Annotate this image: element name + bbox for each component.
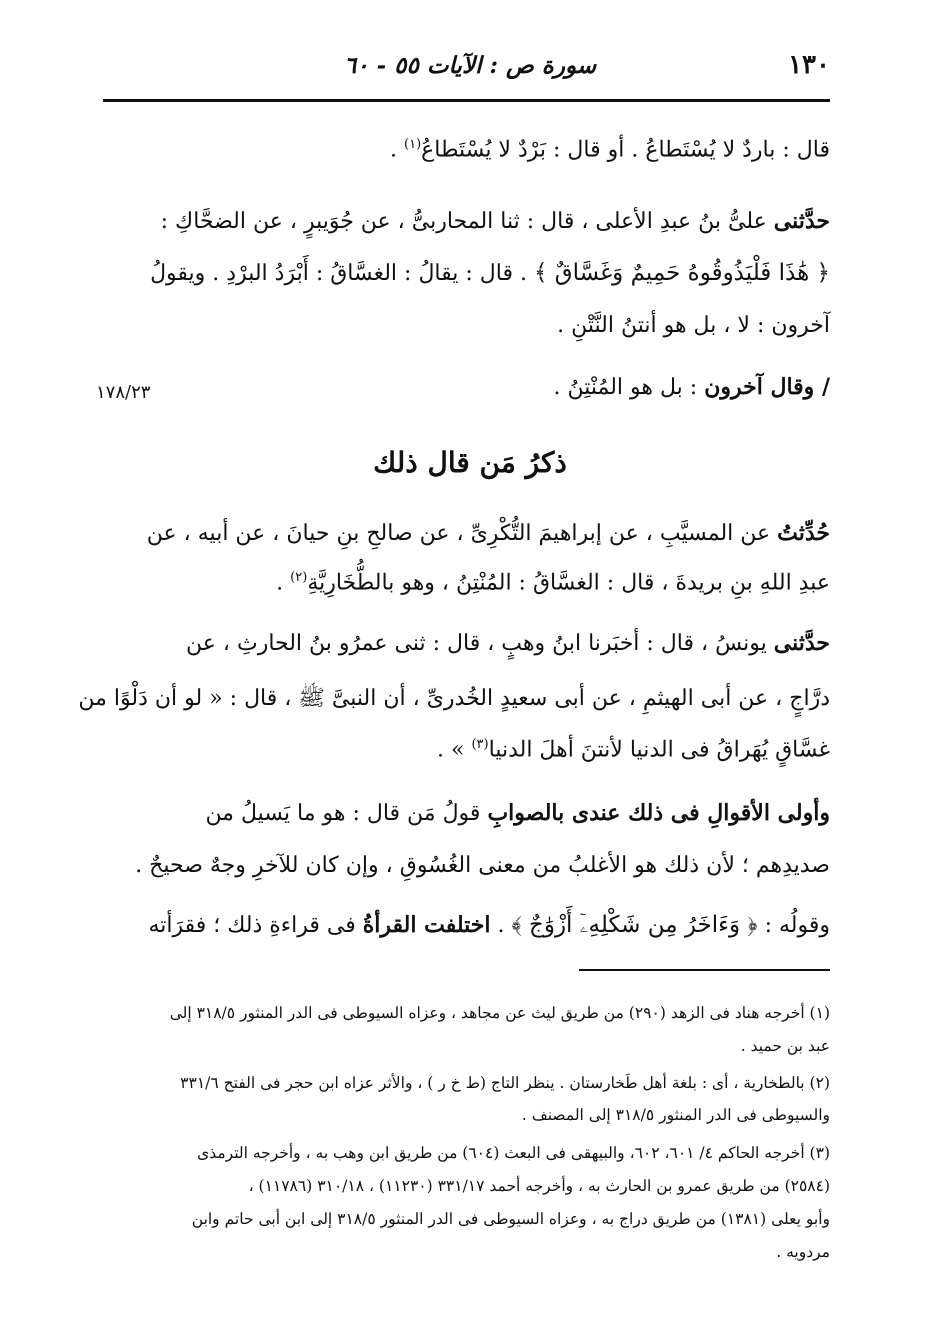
text: : بل هو المُنْتِنُ . [553, 375, 705, 400]
text: . [490, 913, 512, 938]
text: عبدِ اللهِ بنِ بريدةَ ، قال : الغسَّاقُ : المُنْتِنُ ، وهو بالطُّخَارِيَّةِ [307, 570, 830, 596]
text: . قال : يقالُ : الغسَّاقُ : أَبْرَدُ البرْدِ . ويقولُ [150, 261, 534, 286]
body-line-13 [110, 912, 830, 938]
text: . [390, 137, 405, 163]
quran-quote: ﴿ هَٰذَا فَلْيَذُوقُوهُ حَمِيمٌ وَغَسَّاقٌ ﴾ [533, 260, 830, 286]
text: عن المسيَّبِ ، عن إبراهيمَ التُّكْرِىِّ ، عن صالحِ بنِ حيانَ ، عن أبيه ، عن [146, 521, 778, 546]
header-rule [103, 99, 830, 102]
footnote-2: (٢) بالطخارية ، أى : بلغة أهل طَخارستان . ينظر التاج (ط خ ر ) ، والأثر عزاه ابن حجر فى الفتح ٣٣١/٦ [180, 1074, 830, 1092]
footnote-1: (١) أخرجه هناد فى الزهد (٢٩٠) من طريق ليث عن مجاهد ، وعزاه السيوطى فى الدر المنثور ٣١٨/٥ إلى [169, 1004, 830, 1022]
narration-lead: حدَّثنى [773, 208, 830, 234]
footnote-1-cont: عبد بن حميد . [740, 1037, 830, 1055]
body-line-8 [110, 630, 830, 656]
text: قال : باردٌ لا يُسْتَطاعُ . أو قال : بَرْدٌ لا يُسْتَطاعُ [421, 137, 830, 163]
text: وقولُه : [757, 913, 830, 938]
quran-quote: ﴿ وَءَاخَرُ مِن شَكْلِهِۦٓ أَزْوَٰجٌ ﴾ [511, 912, 758, 938]
section-heading: ذكرُ مَن قال ذلك [373, 446, 567, 479]
text: درَّاجٍ ، عن أبى الهيثمِ ، عن أبى سعيدٍ الخُدرىِّ ، أن النبىَّ ﷺ ، قال : « لو أن دَلْوًا من [78, 686, 830, 711]
narration-lead: حُدِّثتُ [777, 520, 830, 546]
text: . [276, 570, 291, 596]
body-line-10 [110, 737, 830, 762]
footnote-marker-1: (١) [404, 137, 422, 152]
footnote-3-cont-1: (٢٥٨٤) من طريق عمرو بن الحارث به ، وأخرجه أحمد ٣٣١/١٧ (١١٢٣٠) ، ٣١٠/١٨ (١١٧٨٦) ، [248, 1177, 830, 1195]
text: فى قراءةِ ذلك ؛ فقرَأته [148, 913, 363, 938]
body-line-4 [110, 313, 830, 338]
text: غسَّاقٍ يُهَراقُ فى الدنيا لأنتنَ أهلَ الدنيا [488, 737, 830, 763]
text: قولُ مَن قال : هو ما يَسيلُ من [205, 801, 488, 826]
running-title: سورة ص : الآيات ٥٥ - ٦٠ [343, 52, 597, 79]
bold-text: اختلفت القرأةُ [362, 912, 491, 938]
footnote-marker-3: (٣) [471, 737, 489, 752]
body-line-9 [78, 684, 830, 716]
text: علىُّ بنُ عبدِ الأعلى ، قال : ثنا المحاربىُّ ، عن جُوَيبرٍ ، عن الضحَّاكِ : [160, 209, 774, 234]
footnote-rule [579, 969, 830, 971]
body-line-1 [110, 137, 830, 162]
footnote-3-cont-3: مردويه . [776, 1243, 830, 1261]
body-line-12 [110, 853, 830, 878]
body-line-5 [110, 374, 830, 400]
footnote-3-cont-2: وأبو يعلى (١٣٨١) من طريق دراج به ، وعزاه السيوطى فى الدر المنثور ٣١٨/٥ إلى ابن أبى حاتم وابن [191, 1210, 830, 1228]
body-line-2 [110, 208, 830, 234]
margin-reference: ١٧٨/٢٣ [96, 382, 151, 403]
text: صديدِهم ؛ لأن ذلك هو الأغلبُ من معنى الغُسُوقِ ، وإن كان للآخرِ وجهٌ صحيحٌ . [135, 853, 830, 878]
body-line-6 [110, 520, 830, 546]
narration-lead: حدَّثنى [773, 630, 830, 656]
text: » . [437, 737, 472, 763]
footnote-2-cont: والسيوطى فى الدر المنثور ٣١٨/٥ إلى المصنف . [521, 1106, 830, 1124]
body-line-7 [110, 570, 830, 595]
page-header [110, 50, 830, 90]
body-line-3 [110, 260, 830, 286]
footnote-3: (٣) أخرجه الحاكم ٤/ ٦٠١، ٦٠٢، والبيهقى فى البعث (٦٠٤) من طريق ابن وهب به ، وأخرجه الترمذى [197, 1144, 830, 1162]
bold-text: / وقال آخرون [704, 374, 830, 400]
page-number: ١٣٠ [788, 50, 830, 80]
text: يونسُ ، قال : أخبَرنا ابنُ وهبٍ ، قال : ثنى عمرُو بنُ الحارثِ ، عن [186, 631, 774, 656]
bold-text: وأولى الأقوالِ فى ذلك عندى بالصوابِ [487, 800, 830, 826]
text: آخرون : لا ، بل هو أنتنُ النَّتْنِ . [557, 313, 830, 338]
body-line-11 [110, 800, 830, 826]
footnote-marker-2: (٢) [290, 570, 308, 585]
